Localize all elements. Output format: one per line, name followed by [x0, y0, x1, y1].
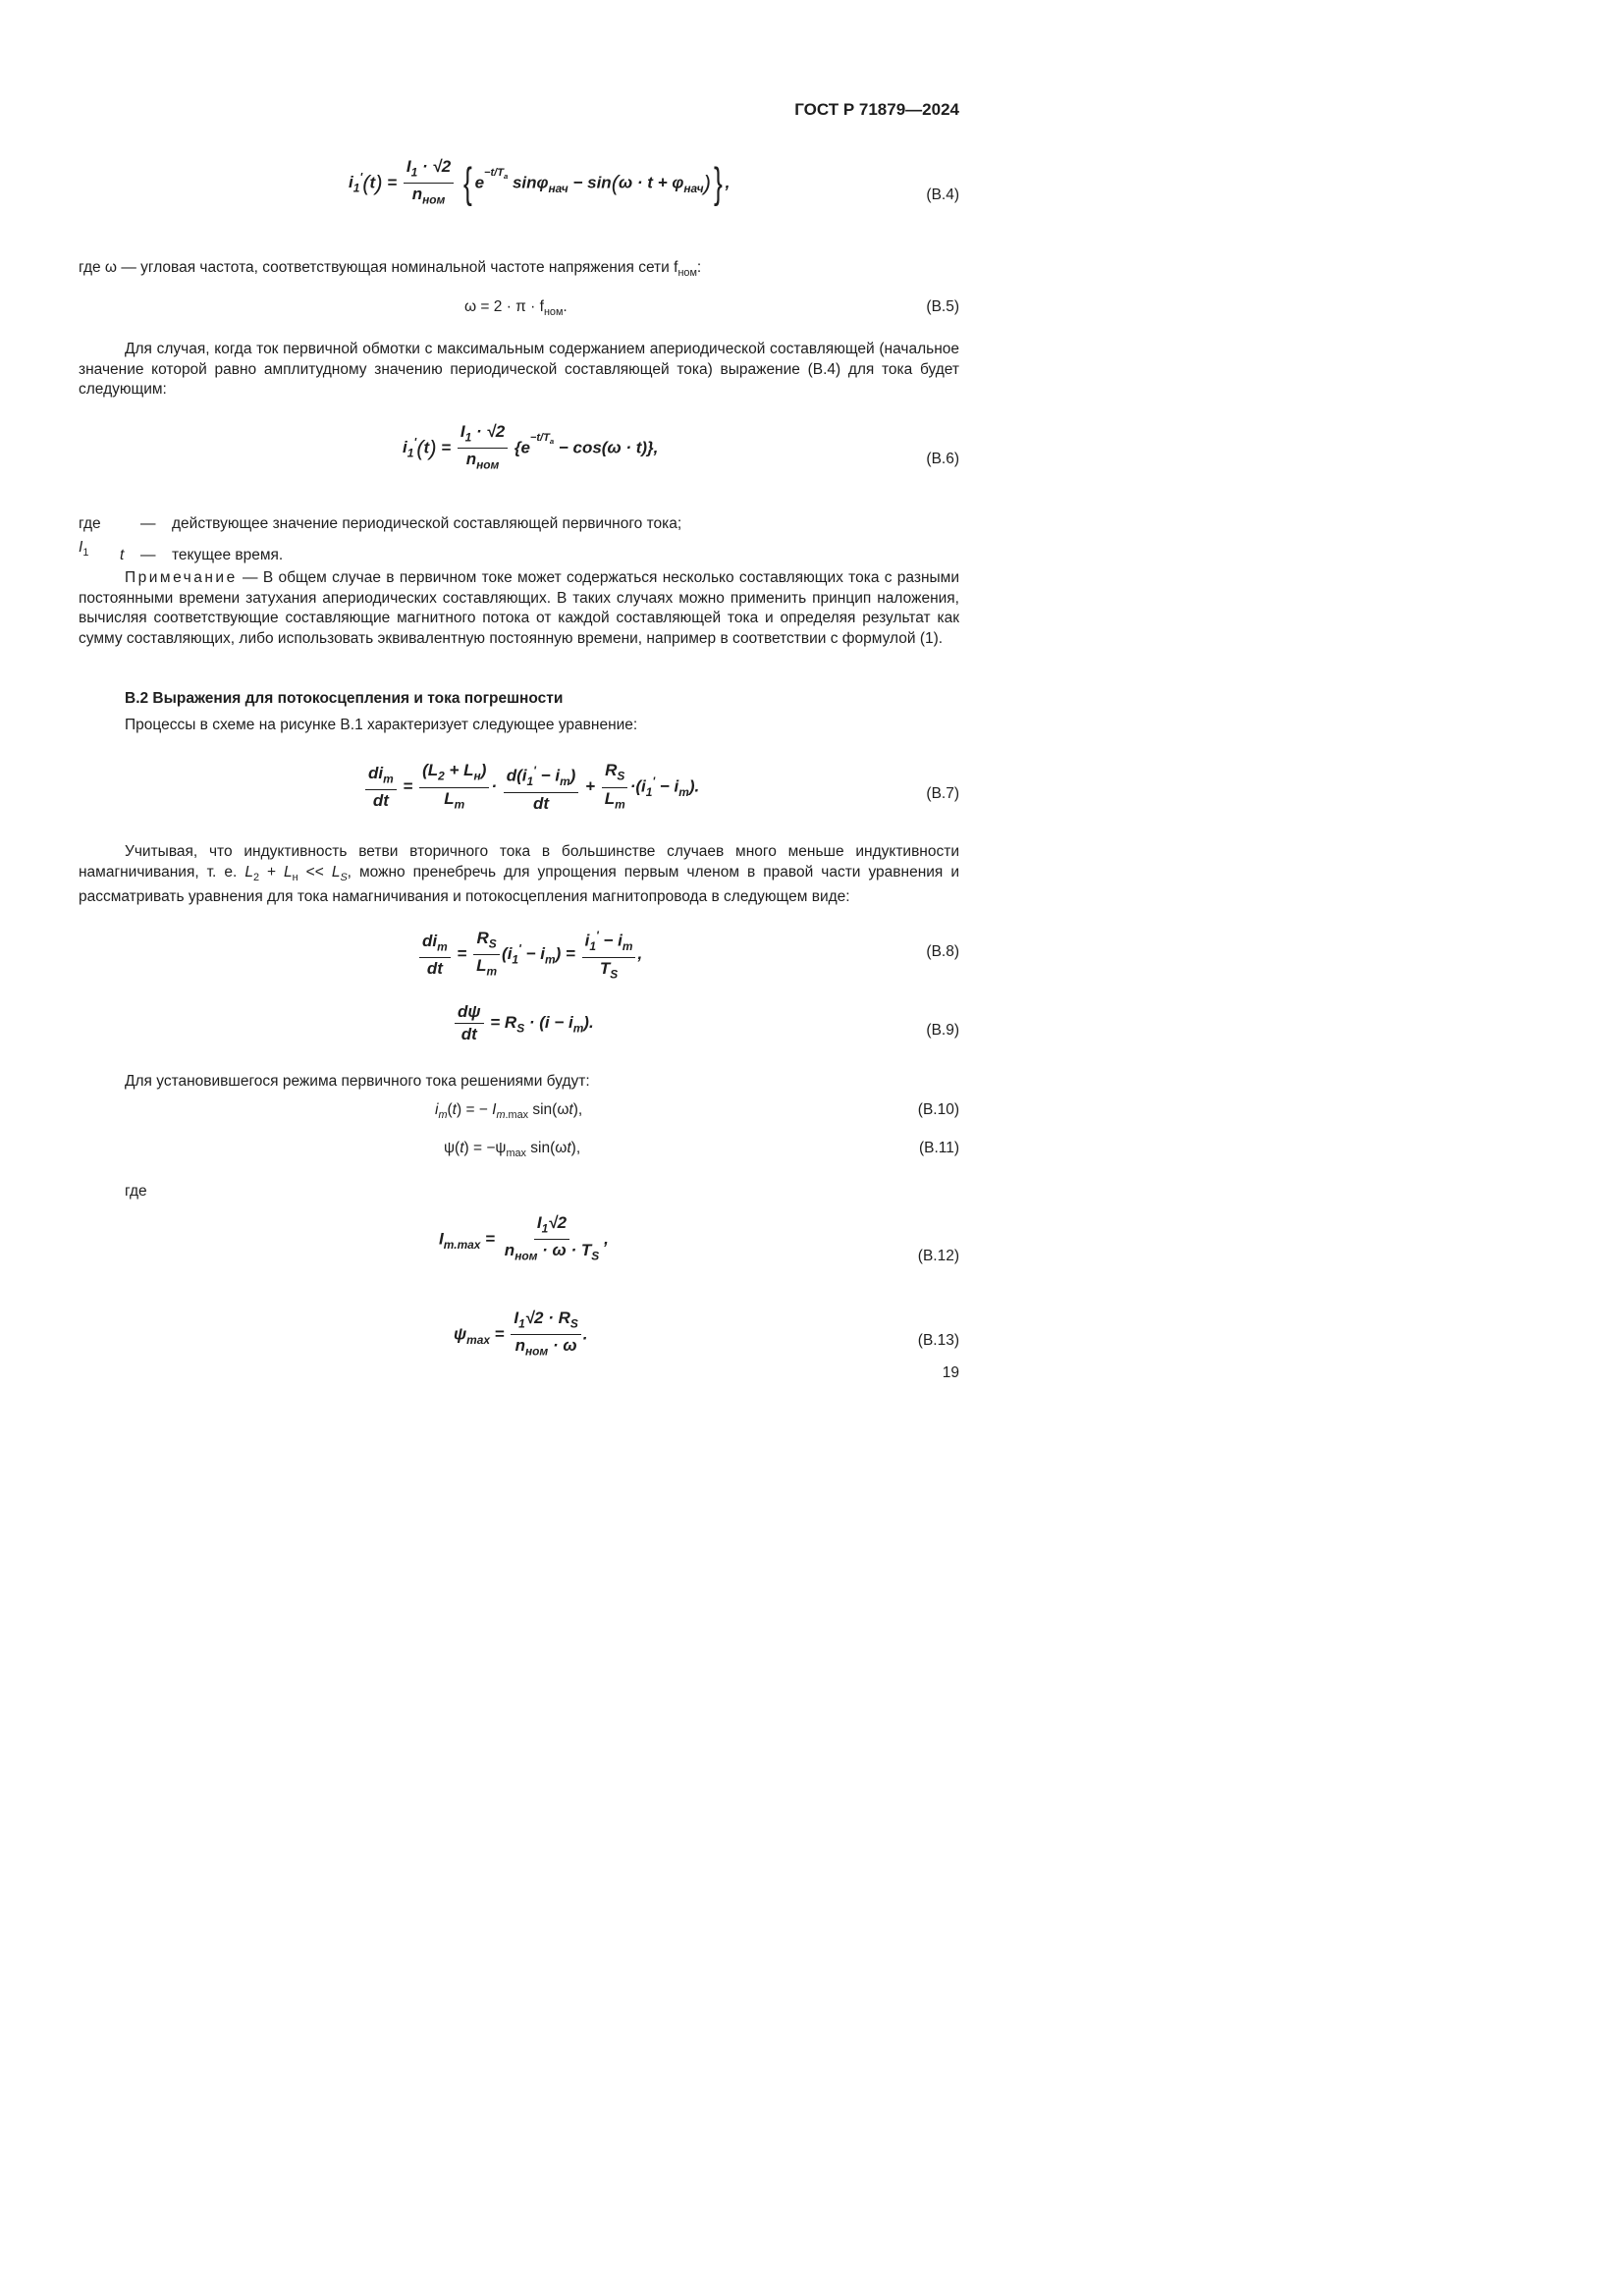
considering-part1: Учитывая, что индуктивность ветви вторичного тока в большинстве случаев много меньше индуктивности намагничивания, т. е. — [79, 843, 959, 881]
equation-number-b13: (B.13) — [917, 1332, 959, 1349]
equation-number-b5: (B.5) — [926, 298, 959, 315]
paragraph-case: Для случая, когда ток первичной обмотки с максимальным содержанием апериодической составляющей (начальное значение которой равно амплитудному значению периодической составляющей тока) выражение (B.4) для тока будет следующим: — [79, 341, 959, 398]
equation-b13: $\psi_{max}$ = $\frac{I_1√2 \cdot R_S}{n_{ном} \cdot \omega}$ . — [454, 1308, 588, 1359]
paragraph-processes: Процессы в схеме на рисунке B.1 характеризует следующее уравнение: — [125, 717, 638, 733]
equation-b10: $i_m(t)$ = − $I_{m.max}$ sin(ωt), — [435, 1101, 583, 1122]
equation-b5 — [464, 298, 568, 318]
equation-b5-text: ω = 2 · π · f — [464, 298, 544, 315]
equation-b5-end: . — [563, 298, 568, 315]
where-omega-sub: ном — [677, 267, 697, 280]
where-omega-body: где ω — угловая частота, соответствующая номинальной частоте напряжения сети f — [79, 259, 678, 276]
equation-number-b7: (B.7) — [926, 785, 959, 802]
equation-b6: $i_1'(t)$ = $\frac{I_1 \cdot √2}{n_{ном}}$ $\{e^{-t/T_a} - \cos(\omega \cdot t)\}$, — [403, 422, 659, 472]
equation-b8: $\frac{di_m}{dt}$ = $\frac{R_S}{L_m}$ $(i_1' - i_m)$ = $\frac{i_1' - i_m}{T_S}$ , — [417, 926, 642, 984]
equation-number-b12: (B.12) — [917, 1248, 959, 1264]
where-dash-t: — — [140, 547, 156, 563]
equation-b9: $\frac{d\psi}{dt}$ = $R_S \cdot (i - i_m)$. — [453, 1002, 594, 1044]
paragraph-considering: Учитывая, что индуктивность ветви вторичного тока в большинстве случаев много меньше индуктивности намагничивания, т. е. $L_2 + L_н << L_S$, можно пренебречь для упрощения первым членом в правой части уравнения и рассматривать уравнения для тока намагничивания и потокосцепления магнитопровода в следующем виде: — [79, 843, 959, 906]
equation-number-b10: (B.10) — [917, 1101, 959, 1118]
where-dash-i1: — — [140, 515, 156, 532]
where-plain: где — [125, 1183, 147, 1200]
equation-number-b4: (B.4) — [926, 187, 959, 203]
equation-number-b8: (B.8) — [926, 943, 959, 960]
section-title-b2: B.2 Выражения для потокосцепления и тока погрешности — [125, 690, 564, 707]
equation-b11: $\psi(t) = -\psi_{max}$ sin(ωt), — [444, 1140, 581, 1160]
note-text: — В общем случае в первичном токе может содержаться несколько составляющих тока с разными постоянными времени затухания апериодических составляющих. В таких случаях можно применить принцип наложения, вычисляя соответствующие составляющие магнитного потока от каждой составляющей тока и определяя результат как сумму составляющих, либо использовать эквивалентную постоянную времени, например в соответствии с формулой (1). — [79, 569, 959, 647]
note-label: Примечание — [125, 569, 238, 586]
where-label: где — [79, 515, 101, 532]
where-omega-text — [79, 259, 701, 279]
where-omega-end: : — [696, 259, 702, 276]
equation-b4: $i_1'(t)$ = $\frac{I_1 \cdot √2}{n_{ном}}$ { $e^{-t/T_a}$ $\sin\varphi_{нач} - \sin(\omega \cdot t + \varphi_{нач})$} , — [349, 157, 731, 207]
considering-part2: , можно пренебречь для упрощения первым членом в правой части уравнения и рассматривать уравнения для тока намагничивания и потокосцепления магнитопровода в следующем виде: — [79, 863, 959, 906]
standard-header: ГОСТ Р 71879—2024 — [794, 100, 959, 119]
equation-number-b6: (B.6) — [926, 451, 959, 467]
where-i1-desc: действующее значение периодической составляющей первичного тока; — [172, 515, 682, 532]
page-number: 19 — [942, 1364, 959, 1381]
equation-b12: $I_{m.max}$ = $\frac{I_1√2}{n_{ном} \cdot \omega \cdot T_S}$ , — [439, 1213, 609, 1263]
paragraph-steady: Для установившегося режима первичного тока решениями будут: — [125, 1073, 590, 1090]
where-t-desc: текущее время. — [172, 547, 284, 563]
note-paragraph — [79, 568, 959, 649]
equation-b7: $\frac{di_m}{dt}$ = $\frac{(L_2 + L_н)}{L_m}$ · $\frac{d(i_1' - i_m)}{dt}$ + $\frac{R_S}{L_m}$ $\cdot(i_1' - i_m)$. — [363, 761, 699, 814]
equation-b5-sub: ном — [543, 306, 564, 319]
equation-number-b11: (B.11) — [918, 1140, 959, 1156]
equation-number-b9: (B.9) — [926, 1022, 959, 1039]
